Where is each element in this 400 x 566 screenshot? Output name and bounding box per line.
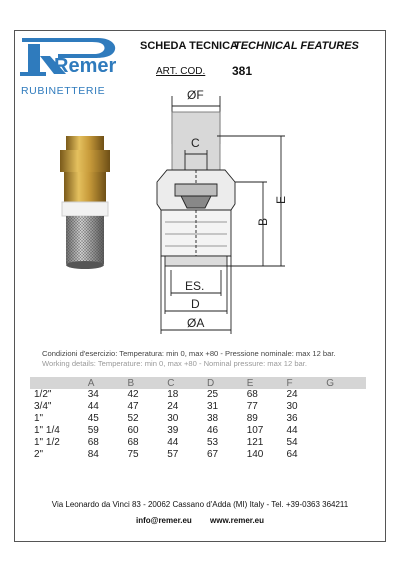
header-G: G xyxy=(326,377,366,389)
dimension-cell: 53 xyxy=(206,437,219,448)
header-A: A xyxy=(88,377,128,389)
dimension-cell: 38 xyxy=(206,413,219,424)
dimension-cell xyxy=(326,413,366,425)
label-F: ØF xyxy=(187,88,204,102)
table-row xyxy=(30,425,366,437)
remer-logo xyxy=(20,36,125,98)
technical-drawing xyxy=(135,84,315,340)
dimension-cell: 140 xyxy=(246,449,264,460)
label-ES: ES. xyxy=(185,279,205,293)
dimension-cell: 24 xyxy=(286,389,298,400)
product-photo xyxy=(52,136,118,276)
dimension-cell: 42 xyxy=(127,389,139,400)
dimension-cell xyxy=(326,425,366,437)
dimension-cell: 46 xyxy=(206,425,219,436)
dimension-cell: 30 xyxy=(286,401,298,412)
dimension-cell: 107 xyxy=(246,425,264,436)
size-cell: 2" xyxy=(34,449,44,460)
size-cell: 1" 1/2 xyxy=(34,437,60,448)
size-cell: 3/4" xyxy=(34,401,52,412)
logo-wordmark: Remer xyxy=(54,55,117,77)
dimension-cell: 75 xyxy=(127,449,139,460)
dimension-cell xyxy=(326,389,366,401)
footer-web[interactable]: www.remer.eu xyxy=(210,516,264,525)
header-C: C xyxy=(167,377,207,389)
dimension-cell: 59 xyxy=(87,425,99,436)
dimension-cell: 84 xyxy=(87,449,99,460)
header-B: B xyxy=(127,377,167,389)
dimension-cell: 68 xyxy=(246,389,258,400)
dimension-cell: 24 xyxy=(167,401,179,412)
dimension-cell: 44 xyxy=(167,437,179,448)
label-E: E xyxy=(274,195,288,204)
dimension-cell: 25 xyxy=(206,389,219,400)
size-cell: 1" xyxy=(34,413,44,424)
dimension-cell: 39 xyxy=(167,425,179,436)
dimensions-table xyxy=(30,377,366,461)
table-row xyxy=(30,401,366,413)
dimension-cell: 34 xyxy=(87,389,99,400)
label-C: C xyxy=(191,136,200,150)
table-row xyxy=(30,449,366,461)
label-A: ØA xyxy=(187,316,205,330)
dimension-cell: 77 xyxy=(246,401,258,412)
dimension-cell: 121 xyxy=(246,437,264,448)
dimension-cell: 30 xyxy=(167,413,179,424)
dimension-cell: 60 xyxy=(127,425,139,436)
conditions-italian: Condizioni d'esercizio: Temperatura: min 0, max +80 - Pressione nominale: max 12 bar. xyxy=(42,349,336,358)
table-header-row xyxy=(30,377,366,389)
table-row xyxy=(30,389,366,401)
label-D: D xyxy=(191,297,200,311)
header-D: D xyxy=(207,377,247,389)
art-code-value: 381 xyxy=(232,64,253,78)
dimension-cell: 36 xyxy=(286,413,298,424)
dimension-cell: 52 xyxy=(127,413,139,424)
header-F: F xyxy=(286,377,326,389)
dimension-cell: 64 xyxy=(286,449,298,460)
label-B: B xyxy=(256,217,270,226)
dimension-cell: 89 xyxy=(246,413,258,424)
dimension-cell: 18 xyxy=(167,389,179,400)
table-row xyxy=(30,437,366,449)
dimension-cell xyxy=(326,437,366,449)
header-E: E xyxy=(247,377,287,389)
size-cell: 1" 1/4 xyxy=(34,425,60,436)
footer-links xyxy=(0,516,400,525)
dimension-cell: 44 xyxy=(286,425,298,436)
dimension-cell: 44 xyxy=(87,401,99,412)
dimension-cell: 57 xyxy=(167,449,179,460)
logo-subtitle: RUBINETTERIE xyxy=(21,85,106,97)
dimension-cell: 31 xyxy=(206,401,219,412)
dimension-cell: 67 xyxy=(206,449,219,460)
art-code-label: ART. COD. xyxy=(156,66,206,77)
dimension-cell: 68 xyxy=(127,437,139,448)
dimension-cell: 68 xyxy=(87,437,99,448)
dimension-cell: 45 xyxy=(87,413,99,424)
dimension-cell xyxy=(326,449,366,461)
title-italian: SCHEDA TECNICA xyxy=(140,40,238,52)
dimension-cell: 54 xyxy=(286,437,298,448)
conditions-english: Working details: Temperature: min 0, max +80 - Nominal pressure: max 12 bar. xyxy=(42,359,307,368)
size-cell: 1/2" xyxy=(34,389,52,400)
footer-email[interactable]: info@remer.eu xyxy=(135,516,192,525)
dimension-cell: 47 xyxy=(127,401,139,412)
footer-address: Via Leonardo da Vinci 83 - 20062 Cassano d'Adda (MI) Italy - Tel. +39-0363 364211 xyxy=(51,500,349,509)
table-row xyxy=(30,413,366,425)
title-english: TECHNICAL FEATURES xyxy=(234,40,359,52)
header-size xyxy=(30,377,88,389)
dimension-cell xyxy=(326,401,366,413)
